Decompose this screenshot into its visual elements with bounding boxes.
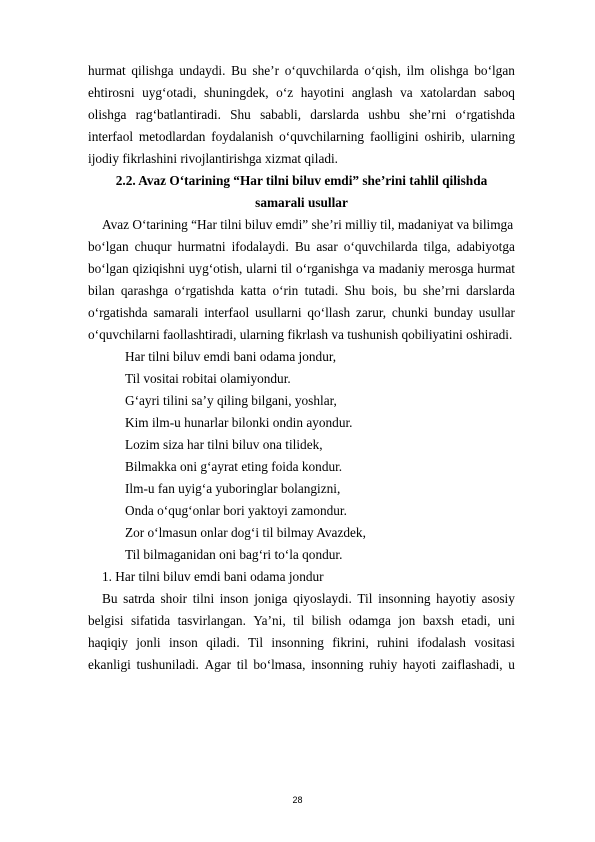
word: tilni [192,591,215,606]
poem-line: Har tilni biluv emdi bani odama jondur, [125,349,337,364]
word: hurmatni [177,239,226,254]
word: fikrini, [332,635,369,650]
word: hurmat [88,63,126,78]
word: u [508,657,515,672]
word: belgisi [88,613,124,628]
word: bunday [433,305,473,320]
word: she’r [252,63,280,78]
word: bo‘lgan [474,63,515,78]
word: shoir [160,591,188,606]
word: hayotini [300,85,345,100]
poem-line: Bilmakka oni g‘ayrat eting foida kondur. [125,459,343,474]
word: usullar [478,305,515,320]
text-line [88,280,515,302]
word: Bu [102,591,118,606]
text-line [88,632,515,654]
poem-line: G‘ayri tilini sa’y qiling bilgani, yoshlar, [125,393,337,408]
word: adabiyotga [456,239,515,254]
word: bois, [371,283,398,298]
word: asosiy [481,591,515,606]
word: metodlardan [138,129,206,144]
word: madaniy [378,261,425,276]
word: faolligini [369,129,419,144]
document-page [88,60,515,676]
paragraph-3 [88,588,515,676]
word: saboq [483,85,515,100]
paragraph-2-first-line: Avaz O‘tarining “Har tilni biluv emdi” she’ri milliy til, madaniyat va bilimga [102,217,514,232]
word: Til [357,591,373,606]
word: undaydi. [179,63,226,78]
text-line [88,236,515,258]
word: qilishga [131,63,174,78]
word: insonning [271,635,324,650]
paragraph-2-last-line: o‘quvchilarni faollashtiradi, ularning fikrlash va tushunish qobiliyatini oshiradi. [88,327,513,342]
word: oshirib, [424,129,465,144]
word: til [293,613,305,628]
word: she’rni [409,107,447,122]
word: qiladi. [206,635,240,650]
poem [88,346,515,566]
word: ifodalash [417,635,466,650]
word: uyg‘otish, [188,261,243,276]
word: tilga, [423,239,451,254]
word: bilan [88,283,115,298]
word: sababli, [260,107,302,122]
word: til [236,657,248,672]
word: hurmat [477,261,515,276]
word: inson [168,635,198,650]
paragraph-1-last-line: ijodiy fikrlashini rivojlantirishga xizmat qiladi. [88,151,339,166]
word: ruhini [377,635,409,650]
word: anglash [351,85,393,100]
word: o‘rgatishda [174,283,235,298]
word: satrda [123,591,155,606]
word: jon [398,613,416,628]
word: tasvirlangan. [177,613,246,628]
word: ularni [246,261,278,276]
word: Bu [294,239,311,254]
text-line [88,258,515,280]
word: insonning [311,657,364,672]
word: qo‘llash [307,305,351,320]
word: va [400,85,413,100]
word: bu [403,283,417,298]
word: bo‘lmasa, [253,657,306,672]
word: inson [219,591,249,606]
word: darslarda [466,283,515,298]
word: hayoti [402,657,437,672]
text-line [88,82,515,104]
text-line [88,60,515,82]
word: o‘rgatishda [88,305,148,320]
word: o‘quvchilarda [284,63,359,78]
word: til [281,261,293,276]
word: o‘qish, [364,63,401,78]
word: darslarda [310,107,360,122]
word: uni [498,613,515,628]
word: vositasi [474,635,515,650]
word: ilm [406,63,425,78]
page-number: 28 [292,795,303,805]
word: interfaol [204,305,250,320]
text-line [88,654,515,676]
word: Bu [231,63,247,78]
word: odamga [348,613,391,628]
word: chunki [391,305,429,320]
paragraph-2 [88,236,515,324]
word: samarali [153,305,199,320]
word: baxsh [422,613,454,628]
word: joniga [254,591,288,606]
word: chuqur [134,239,172,254]
word: merosga [428,261,474,276]
numbered-item: 1. Har tilni biluv emdi bani odama jondur [102,569,324,584]
word: Ya’ni, [253,613,286,628]
word: Shu [344,283,366,298]
word: ifodalaydi. [231,239,289,254]
word: Til [248,635,264,650]
word: qiyoslaydi. [293,591,352,606]
word: interfaol [88,129,134,144]
poem-line: Onda o‘qug‘onlar bori yaktoyi zamondur. [125,503,347,518]
word: bo‘lgan [88,261,129,276]
word: bo‘lgan [88,239,129,254]
text-line [88,104,515,126]
word: sifatida [130,613,171,628]
poem-line: Zor o‘lmasun onlar dog‘i til bilmay Avazdek, [125,525,366,540]
word: she’rni [422,283,460,298]
word: uyg‘otadi, [142,85,197,100]
word: ularning [470,129,515,144]
text-line [88,588,515,610]
word: haqiqiy [88,635,128,650]
word: tutadi. [304,283,339,298]
word: katta [240,283,267,298]
poem-line: Kim ilm-u hunarlar bilonki ondin ayondur. [125,415,353,430]
text-line [88,302,515,324]
poem-line: Til bilmaganidan oni bag‘ri to‘la qondur. [125,547,343,562]
poem-line: Lozim siza har tilni biluv ona tilidek, [125,437,323,452]
word: o‘quvchilarning [279,129,365,144]
word: foydalanish [211,129,274,144]
word: zaiflashadi, [441,657,503,672]
word: jonli [136,635,161,650]
section-heading-line-1: 2.2. Avaz O‘tarining “Har tilni biluv emdi” she’rini tahlil qilishda [115,173,488,188]
word: insonning [378,591,431,606]
word: olishga [88,107,127,122]
word: zarur, [355,305,387,320]
text-line [88,610,515,632]
word: ekanligi [88,657,131,672]
word: usullarni [255,305,302,320]
word: Agar [204,657,232,672]
word: va [362,261,375,276]
word: Shu [230,107,251,122]
word: o‘quvchilarda [343,239,418,254]
word: ehtirosni [88,85,135,100]
text-line [88,126,515,148]
word: tushuniladi. [136,657,199,672]
word: bilish [311,613,342,628]
word: etadi, [461,613,491,628]
word: ushbu [368,107,401,122]
word: o‘rganishga [295,261,359,276]
word: asar [316,239,338,254]
poem-line: Til vositai robitai olamiyondur. [125,371,291,386]
word: olishga [430,63,469,78]
word: rag‘batlantiradi. [135,107,221,122]
word: o‘z [276,85,294,100]
word: qarashga [120,283,169,298]
section-heading-line-2: samarali usullar [255,195,348,210]
poem-line: Ilm-u fan uyig‘a yuboringlar bolangizni, [125,481,341,496]
paragraph-1 [88,60,515,148]
word: o‘rgatishda [455,107,515,122]
word: qiziqishni [132,261,185,276]
word: shuningdek, [203,85,269,100]
word: o‘rin [272,283,299,298]
word: xatolardan [420,85,477,100]
word: hayotiy [436,591,477,606]
word: ruhiy [369,657,398,672]
